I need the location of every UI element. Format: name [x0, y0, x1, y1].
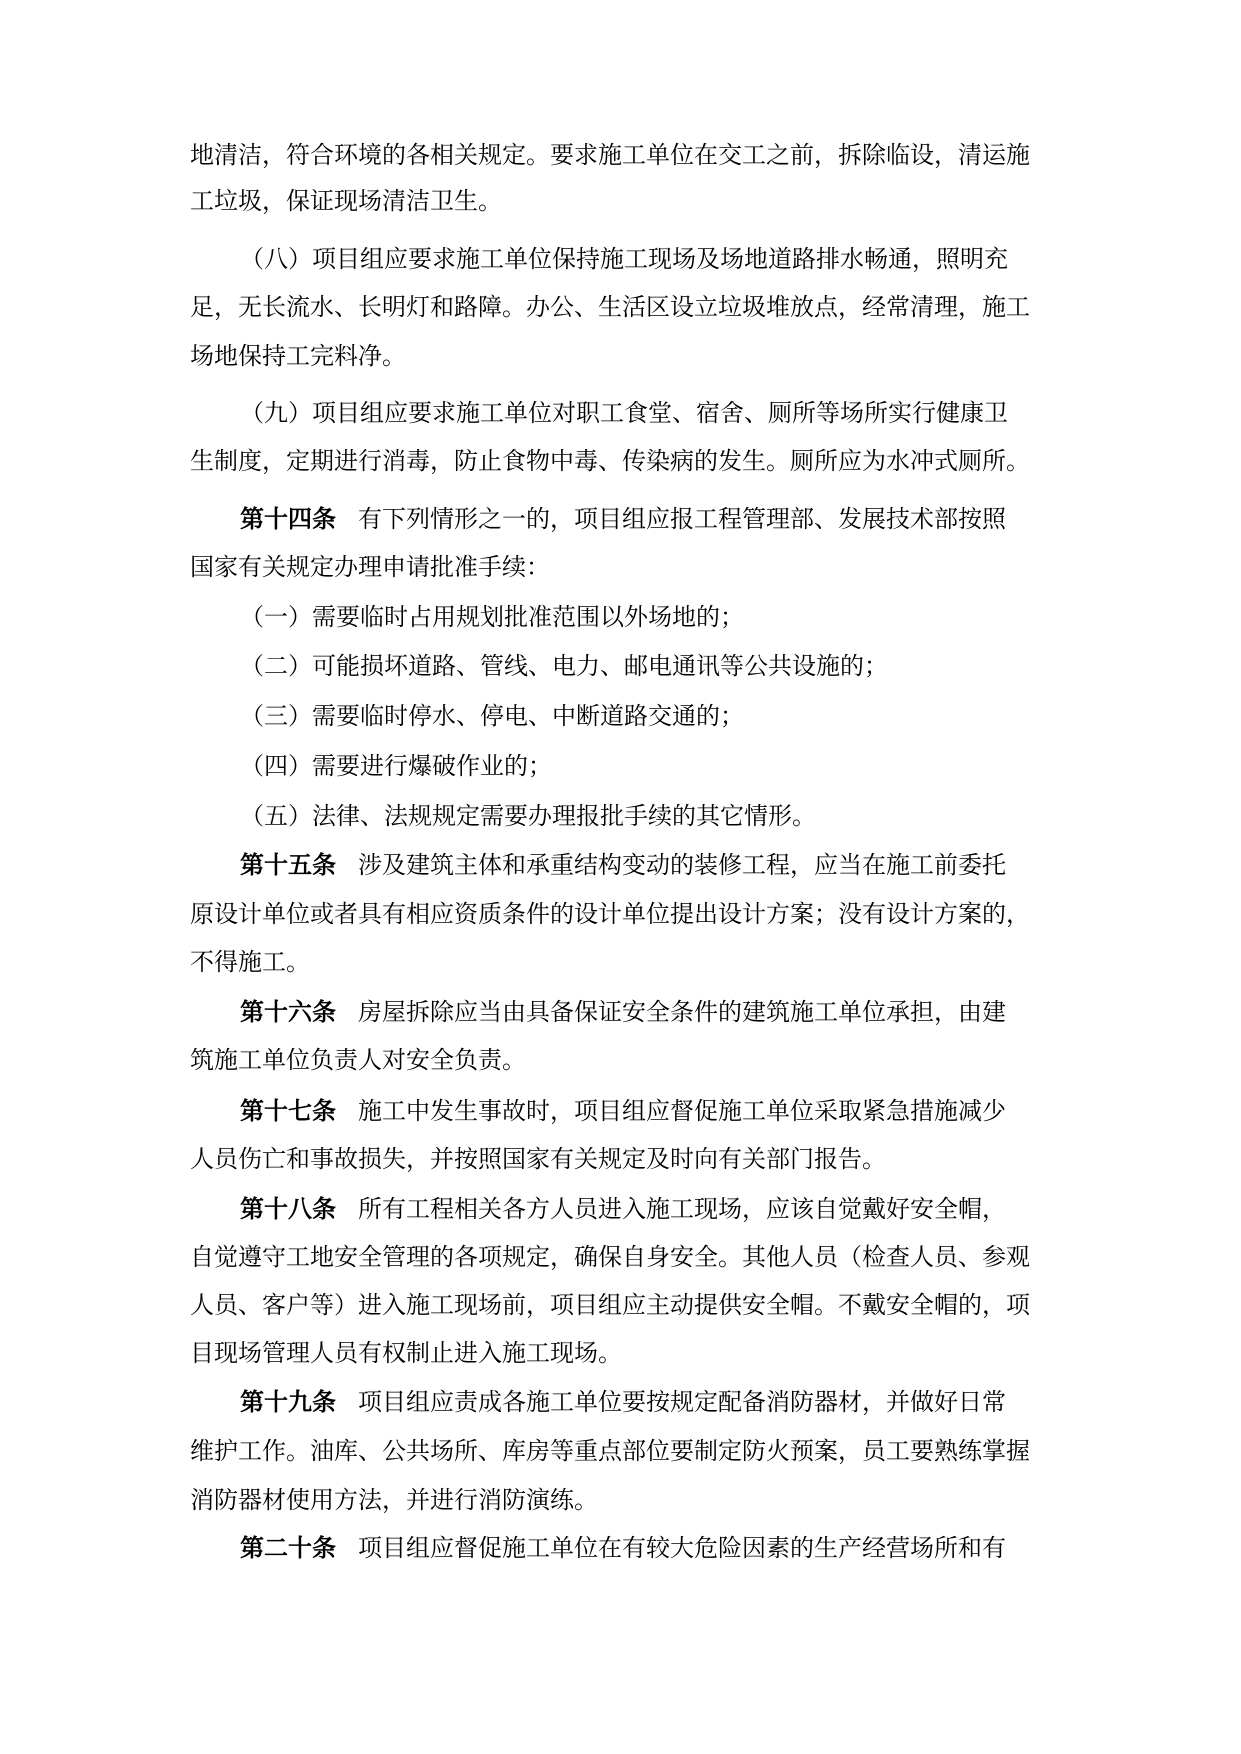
article-heading: 第十六条: [240, 997, 336, 1026]
article-text: 项目组应督促施工单位在有较大危险因素的生产经营场所和有: [358, 1534, 1006, 1562]
list-item: （三）需要临时停水、停电、中断道路交通的；: [240, 702, 744, 730]
text-line: 人员、客户等）进入施工现场前，项目组应主动提供安全帽。不戴安全帽的，项: [190, 1291, 1030, 1319]
text-line: 地清洁，符合环境的各相关规定。要求施工单位在交工之前，拆除临设，清运施: [190, 141, 1030, 169]
text-line: 国家有关规定办理申请批准手续：: [190, 553, 550, 581]
text-line: （九）项目组应要求施工单位对职工食堂、宿舍、厕所等场所实行健康卫: [240, 399, 1008, 427]
list-item: （四）需要进行爆破作业的；: [240, 752, 552, 780]
article-text: 施工中发生事故时，项目组应督促施工单位采取紧急措施减少: [358, 1097, 1006, 1125]
article-heading: 第十九条: [240, 1387, 336, 1416]
article-text: 房屋拆除应当由具备保证安全条件的建筑施工单位承担，由建: [358, 998, 1006, 1026]
text-line: 人员伤亡和事故损失，并按照国家有关规定及时向有关部门报告。: [190, 1145, 886, 1173]
article-heading: 第十七条: [240, 1096, 336, 1125]
article-heading: 第十五条: [240, 850, 336, 879]
article-14: [240, 502, 1006, 536]
list-item: （五）法律、法规规定需要办理报批手续的其它情形。: [240, 802, 816, 830]
text-line: 原设计单位或者具有相应资质条件的设计单位提出设计方案；没有设计方案的，: [190, 900, 1030, 928]
article-text: 所有工程相关各方人员进入施工现场，应该自觉戴好安全帽，: [358, 1195, 1006, 1223]
list-item: （一）需要临时占用规划批准范围以外场地的；: [240, 603, 744, 631]
article-19: [240, 1385, 1006, 1419]
text-line: 工垃圾，保证现场清洁卫生。: [190, 187, 502, 215]
text-line: 筑施工单位负责人对安全负责。: [190, 1046, 526, 1074]
text-line: 生制度，定期进行消毒，防止食物中毒、传染病的发生。厕所应为水冲式厕所。: [190, 447, 1030, 475]
article-heading: 第二十条: [240, 1533, 336, 1562]
article-heading: 第十八条: [240, 1194, 336, 1223]
text-line: 足，无长流水、长明灯和路障。办公、生活区设立垃圾堆放点，经常清理，施工: [190, 293, 1030, 321]
text-line: （八）项目组应要求施工单位保持施工现场及场地道路排水畅通，照明充: [240, 245, 1008, 273]
text-line: 消防器材使用方法，并进行消防演练。: [190, 1486, 598, 1514]
article-heading: 第十四条: [240, 504, 336, 533]
article-20: [240, 1531, 1006, 1565]
text-line: 自觉遵守工地安全管理的各项规定，确保自身安全。其他人员（检查人员、参观: [190, 1243, 1030, 1271]
article-18: [240, 1192, 1006, 1226]
list-item: （二）可能损坏道路、管线、电力、邮电通讯等公共设施的；: [240, 652, 888, 680]
article-16: [240, 995, 1006, 1029]
article-17: [240, 1094, 1006, 1128]
article-text: 项目组应责成各施工单位要按规定配备消防器材，并做好日常: [358, 1388, 1006, 1416]
article-text: 有下列情形之一的，项目组应报工程管理部、发展技术部按照: [358, 505, 1006, 533]
text-line: 场地保持工完料净。: [190, 342, 406, 370]
article-text: 涉及建筑主体和承重结构变动的装修工程，应当在施工前委托: [358, 851, 1006, 879]
text-line: 维护工作。油库、公共场所、库房等重点部位要制定防火预案，员工要熟练掌握: [190, 1437, 1030, 1465]
article-15: [240, 848, 1006, 882]
text-line: 不得施工。: [190, 948, 310, 976]
text-line: 目现场管理人员有权制止进入施工现场。: [190, 1339, 622, 1367]
